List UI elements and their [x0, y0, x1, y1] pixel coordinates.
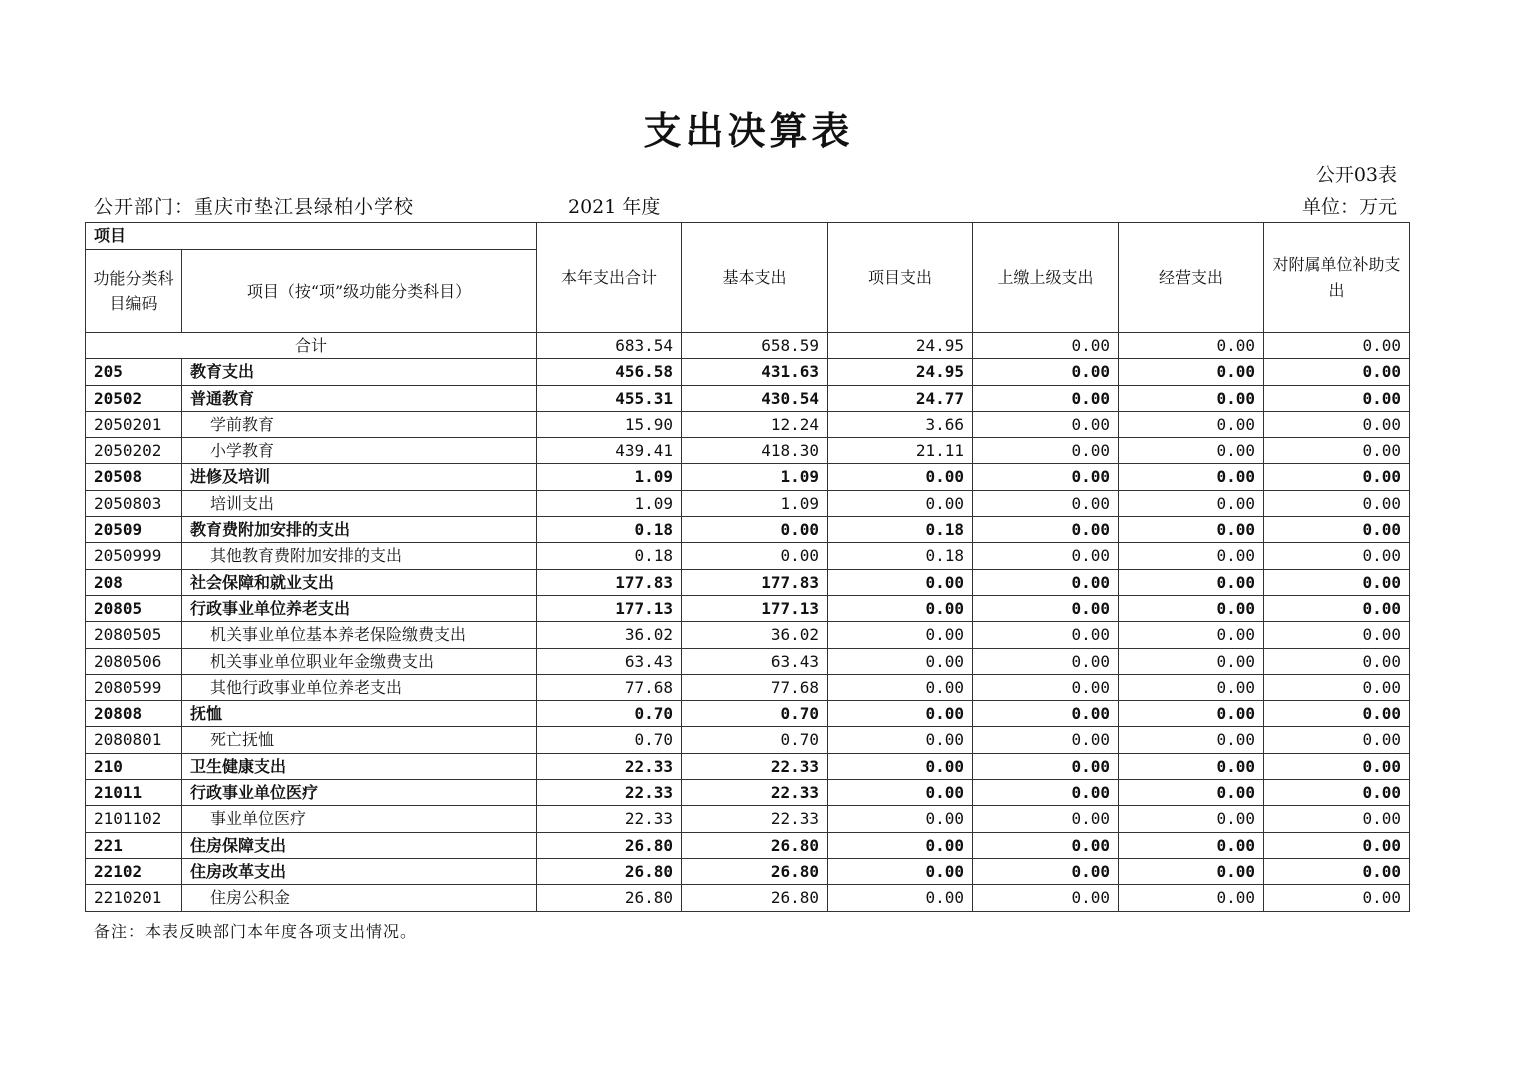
row-value: 15.90 — [537, 411, 682, 437]
row-value: 0.00 — [1264, 806, 1410, 832]
row-value: 12.24 — [682, 411, 828, 437]
header-subsidy: 对附属单位补助支出 — [1264, 223, 1410, 333]
row-value: 0.00 — [1119, 753, 1264, 779]
page-title: 支出决算表 — [643, 108, 854, 153]
row-value: 1.09 — [682, 490, 828, 516]
table-row — [86, 780, 1410, 806]
row-value: 0.00 — [1119, 832, 1264, 858]
row-name: 其他行政事业单位养老支出 — [182, 674, 537, 700]
row-value: 0.00 — [1119, 464, 1264, 490]
row-value: 0.00 — [1264, 648, 1410, 674]
row-value: 77.68 — [537, 674, 682, 700]
row-value: 0.00 — [973, 490, 1119, 516]
row-value: 177.13 — [537, 595, 682, 621]
header-basic: 基本支出 — [682, 223, 828, 333]
row-value: 0.00 — [1119, 543, 1264, 569]
row-value: 0.00 — [1119, 648, 1264, 674]
row-value: 0.00 — [973, 411, 1119, 437]
row-value: 0.70 — [537, 701, 682, 727]
table-row — [86, 490, 1410, 516]
row-value: 0.00 — [828, 595, 973, 621]
row-value: 0.00 — [1264, 490, 1410, 516]
row-value: 0.00 — [1264, 569, 1410, 595]
row-value: 0.00 — [828, 490, 973, 516]
row-code: 2050201 — [86, 411, 182, 437]
header-project-expense: 项目支出 — [828, 223, 973, 333]
row-value: 1.09 — [682, 464, 828, 490]
row-name: 进修及培训 — [182, 464, 537, 490]
row-value: 0.00 — [973, 648, 1119, 674]
row-code: 21011 — [86, 780, 182, 806]
row-value: 0.00 — [1119, 490, 1264, 516]
row-name: 培训支出 — [182, 490, 537, 516]
table-row — [86, 438, 1410, 464]
row-code: 2080801 — [86, 727, 182, 753]
row-value: 0.00 — [1119, 885, 1264, 911]
row-code: 20808 — [86, 701, 182, 727]
row-code: 2050202 — [86, 438, 182, 464]
row-code: 208 — [86, 569, 182, 595]
row-value: 22.33 — [537, 780, 682, 806]
row-value: 0.00 — [828, 569, 973, 595]
row-value: 26.80 — [682, 858, 828, 884]
row-value: 0.00 — [1119, 385, 1264, 411]
row-value: 3.66 — [828, 411, 973, 437]
header-business: 经营支出 — [1119, 223, 1264, 333]
row-value: 0.00 — [828, 464, 973, 490]
row-value: 0.00 — [1264, 674, 1410, 700]
table-row — [86, 727, 1410, 753]
row-value: 24.77 — [828, 385, 973, 411]
table-row — [86, 411, 1410, 437]
row-value: 0.00 — [828, 727, 973, 753]
row-value: 0.00 — [828, 648, 973, 674]
row-value: 0.00 — [828, 701, 973, 727]
row-value: 0.00 — [1119, 674, 1264, 700]
row-code: 2080506 — [86, 648, 182, 674]
table-row — [86, 858, 1410, 884]
row-value: 26.80 — [537, 858, 682, 884]
total-value: 24.95 — [828, 333, 973, 359]
row-value: 0.00 — [1119, 517, 1264, 543]
table-row — [86, 648, 1410, 674]
row-value: 0.00 — [973, 569, 1119, 595]
row-code: 22102 — [86, 858, 182, 884]
row-value: 0.00 — [828, 885, 973, 911]
row-code: 210 — [86, 753, 182, 779]
row-name: 机关事业单位职业年金缴费支出 — [182, 648, 537, 674]
row-value: 0.00 — [1264, 885, 1410, 911]
table-row — [86, 885, 1410, 911]
total-value: 658.59 — [682, 333, 828, 359]
header-name: 项目（按“项”级功能分类科目） — [182, 250, 537, 333]
total-value: 0.00 — [1119, 333, 1264, 359]
row-value: 0.18 — [828, 517, 973, 543]
row-value: 0.00 — [1264, 517, 1410, 543]
row-value: 0.00 — [1264, 595, 1410, 621]
expenditure-table — [85, 222, 1410, 912]
row-value: 1.09 — [537, 464, 682, 490]
row-name: 死亡抚恤 — [182, 727, 537, 753]
row-value: 0.00 — [1264, 411, 1410, 437]
row-name: 住房公积金 — [182, 885, 537, 911]
row-value: 0.00 — [973, 701, 1119, 727]
row-value: 0.00 — [1264, 359, 1410, 385]
row-value: 0.00 — [1264, 753, 1410, 779]
row-value: 439.41 — [537, 438, 682, 464]
row-name: 住房保障支出 — [182, 832, 537, 858]
row-value: 0.00 — [973, 517, 1119, 543]
row-value: 0.00 — [973, 858, 1119, 884]
row-value: 0.00 — [1119, 858, 1264, 884]
row-value: 21.11 — [828, 438, 973, 464]
row-value: 177.83 — [537, 569, 682, 595]
row-name: 小学教育 — [182, 438, 537, 464]
row-value: 0.00 — [1264, 622, 1410, 648]
row-value: 0.00 — [682, 517, 828, 543]
row-value: 0.00 — [1119, 569, 1264, 595]
row-name: 教育费附加安排的支出 — [182, 517, 537, 543]
row-value: 26.80 — [682, 832, 828, 858]
row-value: 0.00 — [1119, 411, 1264, 437]
form-number: 公开03表 — [1315, 164, 1397, 186]
row-name: 社会保障和就业支出 — [182, 569, 537, 595]
row-value: 0.00 — [1264, 832, 1410, 858]
row-code: 205 — [86, 359, 182, 385]
row-value: 0.00 — [1119, 727, 1264, 753]
row-value: 63.43 — [537, 648, 682, 674]
row-value: 0.00 — [828, 806, 973, 832]
row-name: 行政事业单位医疗 — [182, 780, 537, 806]
row-value: 22.33 — [682, 806, 828, 832]
row-value: 0.00 — [973, 780, 1119, 806]
row-value: 0.00 — [973, 753, 1119, 779]
row-name: 其他教育费附加安排的支出 — [182, 543, 537, 569]
row-code: 221 — [86, 832, 182, 858]
row-value: 0.00 — [828, 622, 973, 648]
row-value: 177.83 — [682, 569, 828, 595]
row-value: 0.00 — [973, 385, 1119, 411]
row-name: 教育支出 — [182, 359, 537, 385]
row-value: 0.00 — [1119, 438, 1264, 464]
table-row — [86, 806, 1410, 832]
table-row — [86, 674, 1410, 700]
row-value: 0.00 — [973, 595, 1119, 621]
row-value: 0.00 — [1119, 780, 1264, 806]
row-name: 机关事业单位基本养老保险缴费支出 — [182, 622, 537, 648]
row-name: 普通教育 — [182, 385, 537, 411]
table-row — [86, 622, 1410, 648]
row-value: 0.00 — [1264, 385, 1410, 411]
row-name: 住房改革支出 — [182, 858, 537, 884]
total-label: 合计 — [86, 333, 537, 359]
row-value: 63.43 — [682, 648, 828, 674]
row-code: 2050803 — [86, 490, 182, 516]
table-row — [86, 753, 1410, 779]
row-value: 0.00 — [973, 674, 1119, 700]
footnote: 备注：本表反映部门本年度各项支出情况。 — [94, 922, 418, 941]
row-value: 177.13 — [682, 595, 828, 621]
row-value: 0.00 — [973, 832, 1119, 858]
row-value: 36.02 — [682, 622, 828, 648]
row-value: 455.31 — [537, 385, 682, 411]
row-value: 77.68 — [682, 674, 828, 700]
row-value: 431.63 — [682, 359, 828, 385]
row-code: 2080505 — [86, 622, 182, 648]
row-value: 0.70 — [537, 727, 682, 753]
fiscal-year: 2021 年度 — [568, 196, 661, 218]
row-value: 0.00 — [1119, 701, 1264, 727]
row-value: 36.02 — [537, 622, 682, 648]
row-value: 22.33 — [682, 753, 828, 779]
row-code: 20508 — [86, 464, 182, 490]
row-value: 0.00 — [1119, 595, 1264, 621]
row-code: 2080599 — [86, 674, 182, 700]
row-value: 418.30 — [682, 438, 828, 464]
row-value: 22.33 — [537, 753, 682, 779]
row-value: 0.00 — [1119, 359, 1264, 385]
row-value: 0.00 — [682, 543, 828, 569]
row-value: 26.80 — [537, 885, 682, 911]
row-value: 0.00 — [1264, 780, 1410, 806]
row-value: 26.80 — [537, 832, 682, 858]
row-code: 20502 — [86, 385, 182, 411]
row-value: 0.70 — [682, 727, 828, 753]
table-row — [86, 385, 1410, 411]
row-value: 1.09 — [537, 490, 682, 516]
row-value: 0.18 — [828, 543, 973, 569]
total-row — [86, 333, 1410, 359]
row-name: 行政事业单位养老支出 — [182, 595, 537, 621]
row-value: 24.95 — [828, 359, 973, 385]
row-value: 0.00 — [973, 359, 1119, 385]
row-value: 0.70 — [682, 701, 828, 727]
row-value: 0.00 — [973, 543, 1119, 569]
row-value: 0.00 — [828, 753, 973, 779]
row-name: 学前教育 — [182, 411, 537, 437]
table-row — [86, 569, 1410, 595]
row-name: 事业单位医疗 — [182, 806, 537, 832]
table-row — [86, 517, 1410, 543]
row-value: 0.00 — [973, 438, 1119, 464]
row-code: 2101102 — [86, 806, 182, 832]
header-code: 功能分类科目编码 — [86, 250, 182, 333]
row-value: 0.00 — [1264, 858, 1410, 884]
row-value: 0.00 — [1264, 727, 1410, 753]
row-value: 0.00 — [828, 832, 973, 858]
table-row — [86, 359, 1410, 385]
row-name: 卫生健康支出 — [182, 753, 537, 779]
total-value: 0.00 — [973, 333, 1119, 359]
row-name: 抚恤 — [182, 701, 537, 727]
row-value: 0.00 — [828, 674, 973, 700]
row-value: 0.00 — [828, 780, 973, 806]
row-value: 0.00 — [1264, 701, 1410, 727]
table-row — [86, 701, 1410, 727]
row-value: 22.33 — [537, 806, 682, 832]
row-value: 0.00 — [1264, 543, 1410, 569]
table-row — [86, 595, 1410, 621]
row-value: 0.00 — [973, 727, 1119, 753]
row-code: 2050999 — [86, 543, 182, 569]
row-value: 26.80 — [682, 885, 828, 911]
row-value: 0.00 — [1264, 464, 1410, 490]
row-value: 456.58 — [537, 359, 682, 385]
row-value: 0.18 — [537, 543, 682, 569]
table-row — [86, 543, 1410, 569]
row-value: 0.18 — [537, 517, 682, 543]
row-code: 2210201 — [86, 885, 182, 911]
header-total: 本年支出合计 — [537, 223, 682, 333]
row-value: 0.00 — [1264, 438, 1410, 464]
unit-label: 单位：万元 — [1301, 196, 1397, 218]
table-row — [86, 832, 1410, 858]
row-value: 0.00 — [973, 622, 1119, 648]
row-value: 0.00 — [1119, 622, 1264, 648]
total-value: 0.00 — [1264, 333, 1410, 359]
row-value: 0.00 — [973, 885, 1119, 911]
row-value: 0.00 — [973, 464, 1119, 490]
row-value: 0.00 — [973, 806, 1119, 832]
row-value: 22.33 — [682, 780, 828, 806]
row-value: 430.54 — [682, 385, 828, 411]
row-value: 0.00 — [828, 858, 973, 884]
row-code: 20509 — [86, 517, 182, 543]
header-project: 项目 — [86, 223, 537, 250]
total-value: 683.54 — [537, 333, 682, 359]
row-value: 0.00 — [1119, 806, 1264, 832]
row-code: 20805 — [86, 595, 182, 621]
header-upper: 上缴上级支出 — [973, 223, 1119, 333]
table-row — [86, 464, 1410, 490]
department-label: 公开部门：重庆市垫江县绿柏小学校 — [94, 196, 415, 218]
